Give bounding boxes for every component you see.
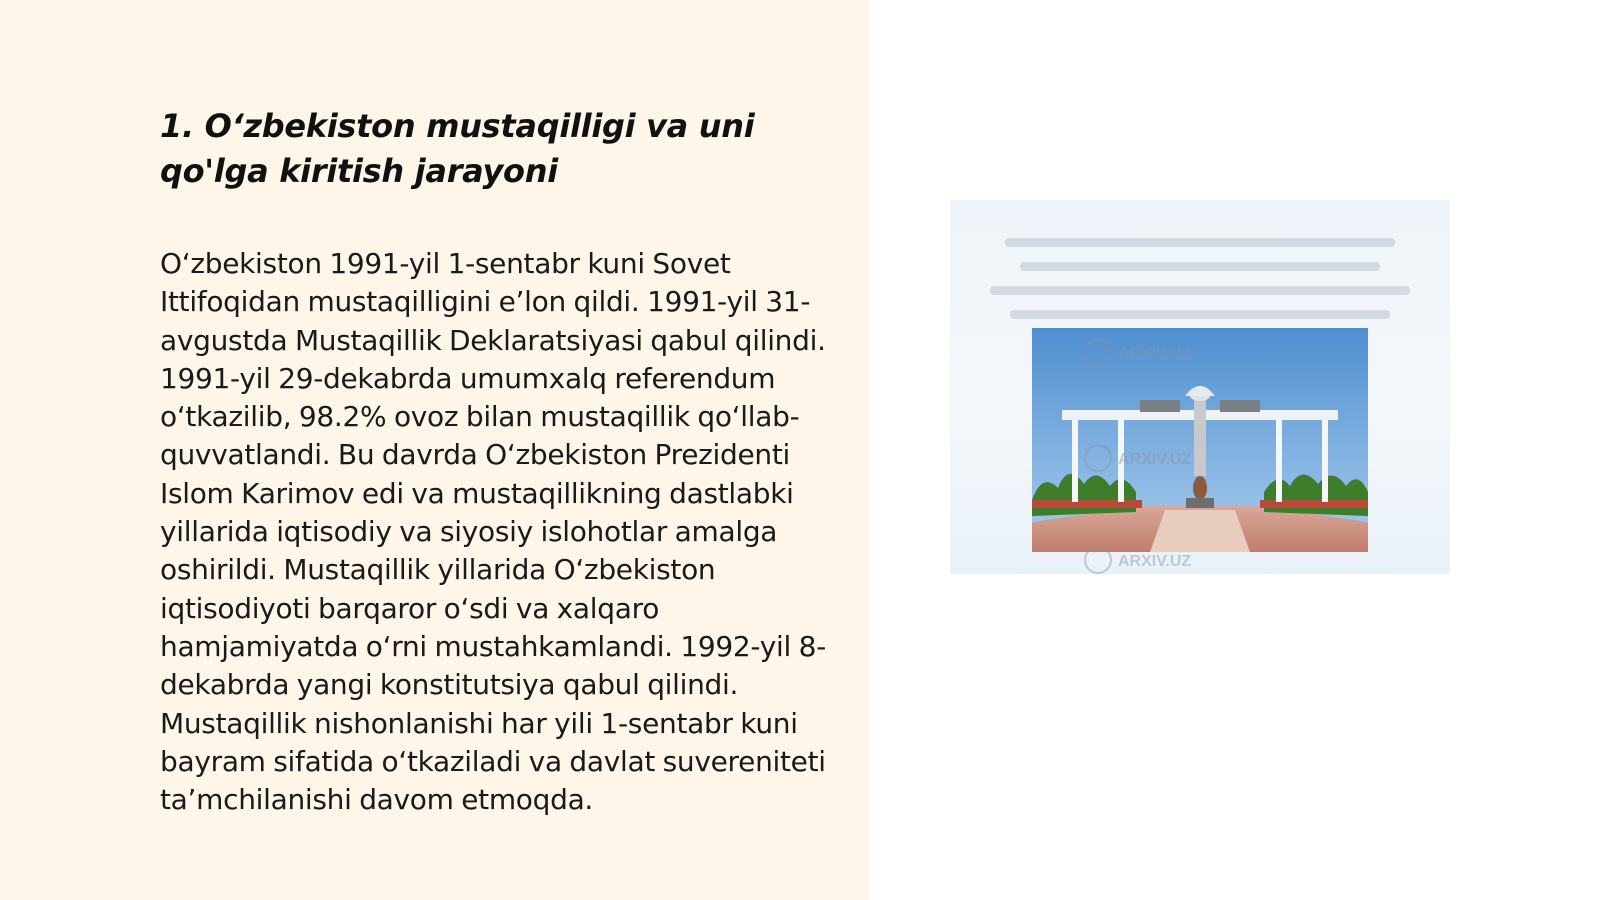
svg-text:ARXIV.UZ: ARXIV.UZ <box>1118 451 1192 468</box>
slide-body-text: O‘zbekiston 1991-yil 1-sentabr kuni Sovet Ittifoqidan mustaqilligini e’lon qildi. 1991-yil 31-avgustda Mustaqillik Deklaratsiyasi qabul qilindi. 1991-yil 29-dekabrda umumxalq referendum o‘tkazilib, 98.2% ovoz bilan mustaqillik qo‘llab-quvvatlandi. Bu davrda O‘zbekiston Prezidenti Islom Karimov edi va mustaqillikning dastlabki yillarida iqtisodiy va siyosiy islohotlar amalga oshirildi. Mustaqillik yillarida O‘zbekiston iqtisodiyoti barqaror o‘sdi va xalqaro hamjamiyatda o‘rni mustahkamlandi. 1992-yil 8-dekabrda yangi konstitutsiya qabul qilindi. Mustaqillik nishonlanishi har yili 1-sentabr kuni bayram sifatida o‘tkaziladi va davlat suvereniteti ta’mchilanishi davom etmoqda. <box>160 247 826 817</box>
svg-text:ARXIV.UZ: ARXIV.UZ <box>1118 345 1192 362</box>
monument-photo-illustration <box>950 200 1450 574</box>
faded-caption <box>990 238 1410 319</box>
monument-photo <box>950 200 1450 574</box>
monument-scene <box>1032 328 1368 552</box>
slide-title: 1. O‘zbekiston mustaqilligi va uni qo'lga kiritish jarayoni <box>160 107 755 190</box>
svg-text:ARXIV.UZ: ARXIV.UZ <box>1118 553 1192 570</box>
